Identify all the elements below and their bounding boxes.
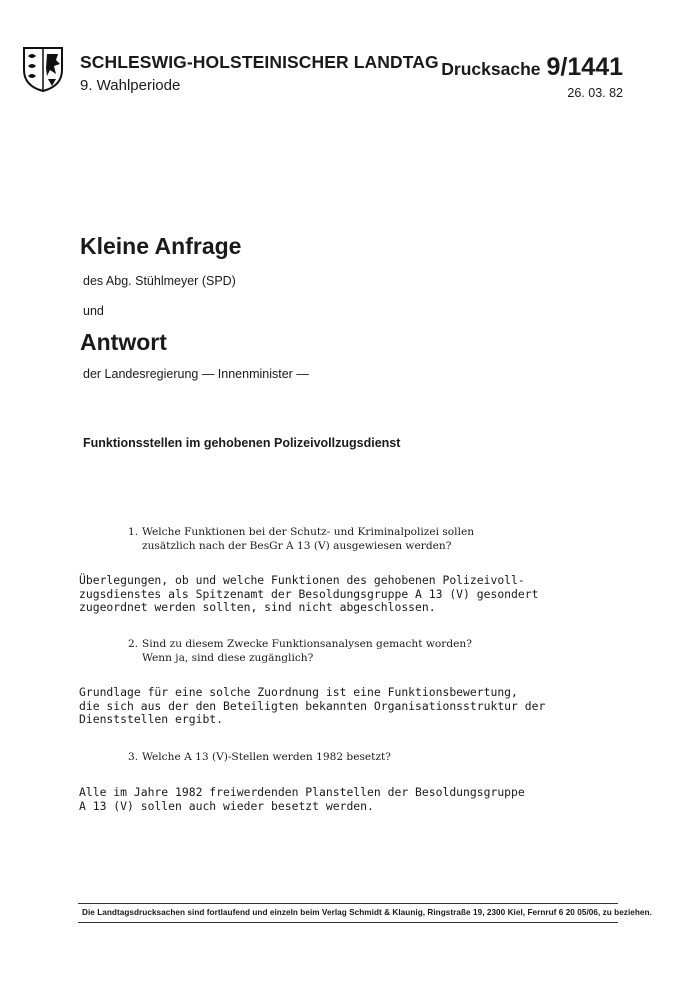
question-line: Wenn ja, sind diese zugänglich?: [142, 651, 314, 664]
document-type-inquiry: Kleine Anfrage: [80, 233, 242, 259]
conjunction: und: [83, 304, 104, 318]
question-1: [128, 526, 474, 553]
answer-line: Dienststellen ergibt.: [79, 712, 224, 726]
answer-line: A 13 (V) sollen auch wieder besetzt werden.: [79, 798, 374, 813]
question-line: Sind zu diesem Zwecke Funktionsanalysen gemacht worden?: [142, 638, 472, 650]
question-3: [128, 751, 391, 765]
electoral-period: 9. Wahlperiode: [80, 77, 181, 94]
footer-divider-bottom: [78, 922, 618, 923]
coat-of-arms-icon: [22, 46, 64, 92]
answer-line: zugsdienstes als Spitzenamt der Besoldungsgruppe A 13 (V) gesondert: [79, 586, 539, 601]
answer-1: [79, 573, 539, 615]
document-type-answer: Antwort: [80, 329, 167, 355]
answer-line: Alle im Jahre 1982 freiwerdenden Planstellen der Besoldungsgruppe: [79, 785, 525, 799]
question-line: zusätzlich nach der BesGr A 13 (V) ausgewiesen werden?: [142, 539, 452, 552]
question-2: [128, 638, 472, 665]
question-line: Welche Funktionen bei der Schutz- und Kriminalpolizei sollen: [142, 526, 475, 538]
answer-line: Überlegungen, ob und welche Funktionen des gehobenen Polizeivoll-: [79, 573, 525, 587]
respondent: der Landesregierung — Innenminister —: [83, 367, 309, 381]
answer-line: Grundlage für eine solche Zuordnung ist eine Funktionsbewertung,: [79, 685, 518, 699]
footer-note: Die Landtagsdrucksachen sind fortlaufend und einzeln beim Verlag Schmidt & Klaunig, Ringstraße 19, 2300 Kiel, Fernruf 6 20 05/06, zu beziehen.: [82, 908, 652, 917]
answer-3: [79, 785, 525, 813]
drucksache-id: [441, 53, 623, 82]
answer-line: die sich aus der den Beteiligten bekannten Organisationsstruktur der: [79, 698, 546, 713]
answer-line: zugeordnet werden sollten, sind nicht abgeschlossen.: [79, 600, 436, 614]
inquiry-author: des Abg. Stühlmeyer (SPD): [83, 274, 236, 288]
question-line: Welche A 13 (V)-Stellen werden 1982 besetzt?: [142, 751, 391, 763]
document-date: 26. 03. 82: [567, 86, 623, 100]
document-topic: Funktionsstellen im gehobenen Polizeivollzugsdienst: [83, 436, 401, 450]
answer-2: [79, 685, 546, 727]
question-number: 1.: [128, 526, 139, 538]
footer-divider-top: [78, 903, 618, 904]
parliament-name: SCHLESWIG-HOLSTEINISCHER LANDTAG: [80, 52, 439, 72]
drucksache-label: Drucksache: [441, 59, 541, 79]
question-number: 2.: [128, 638, 139, 650]
drucksache-number: 9/1441: [546, 53, 623, 81]
question-number: 3.: [128, 751, 139, 763]
